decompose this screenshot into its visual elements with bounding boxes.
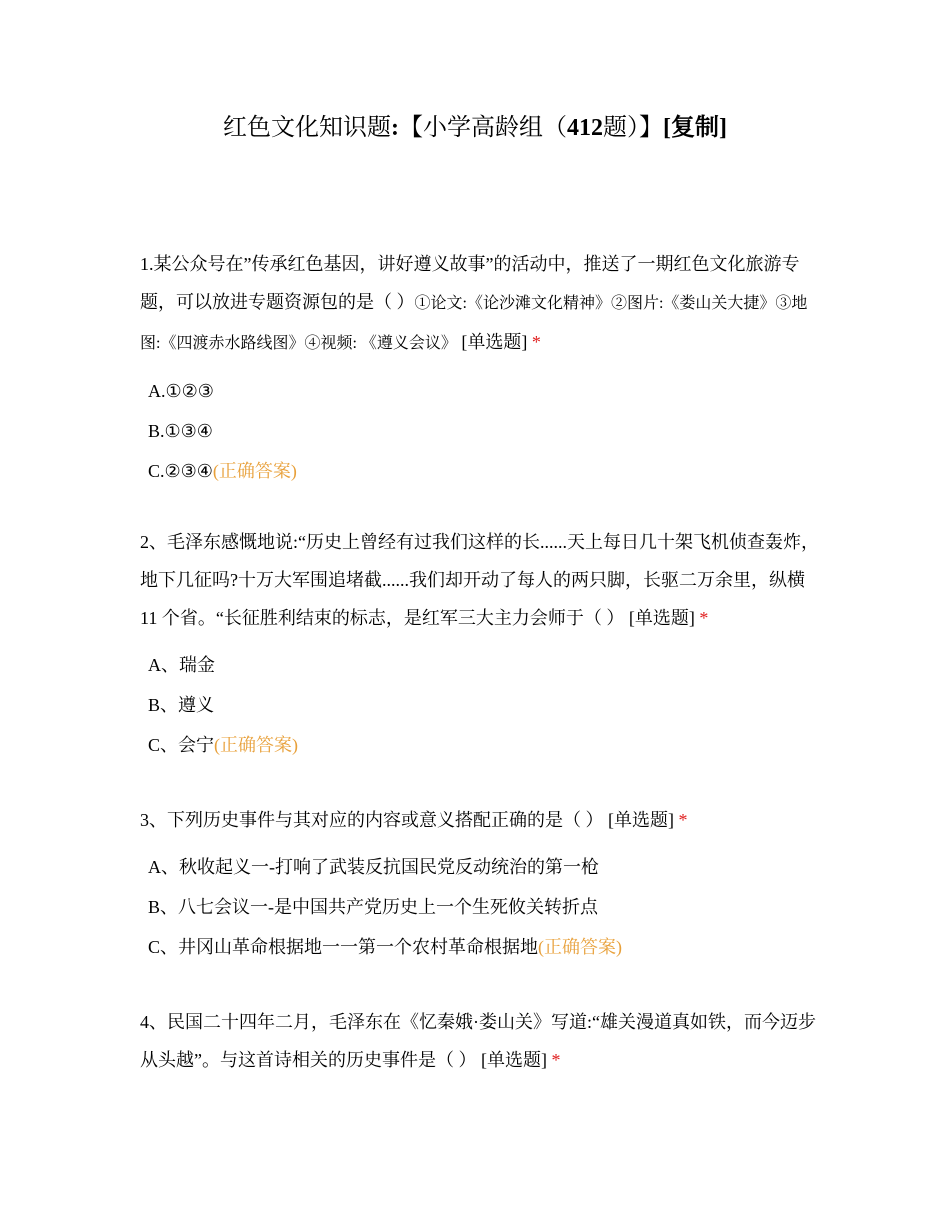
title-part2: 【小学高龄组（ <box>399 115 567 141</box>
question-text <box>140 801 820 839</box>
question-1 <box>140 245 820 491</box>
required-mark: * <box>699 608 709 628</box>
question-stem: 2、毛泽东感慨地说:“历史上曾经有过我们这样的长......天上每日几十架飞机侦查轰炸，地下几征吗?十万大军围追堵截......我们却开动了每人的两只脚，长驱二万余里，纵横 11 个省。“长征胜利结束的标志，是红军三大主力会师于（ ） <box>140 532 819 628</box>
question-text <box>140 523 820 637</box>
option-label: C、井冈山革命根据地一一第一个农村革命根据地 <box>148 937 539 957</box>
question-type-tag: [单选题] <box>481 1050 547 1070</box>
copy-link[interactable]: [复制] <box>663 115 727 141</box>
question-type-tag: [单选题] <box>461 332 528 352</box>
option-c[interactable] <box>148 927 820 967</box>
question-text <box>140 245 820 363</box>
option-a[interactable] <box>148 847 820 887</box>
title-count: 412 <box>567 115 603 141</box>
question-text <box>140 1003 820 1079</box>
required-mark: * <box>531 332 541 352</box>
option-label: A.①②③ <box>148 381 214 401</box>
question-stem: 1.某公众号在”传承红色基因，讲好遵义故事”的活动中，推送了一期红色文化旅游专题，可以放进专题资源包的是（ ） <box>140 254 800 312</box>
options-list <box>148 371 820 491</box>
correct-answer-mark: (正确答案) <box>214 735 299 755</box>
question-stem: 3、下列历史事件与其对应的内容或意义搭配正确的是（ ） <box>140 810 604 830</box>
option-label: C.②③④ <box>148 461 213 481</box>
title-colon: : <box>391 115 399 141</box>
option-label: B.①③④ <box>148 421 213 441</box>
question-2 <box>140 523 820 765</box>
option-b[interactable] <box>148 685 820 725</box>
required-mark: * <box>551 1050 561 1070</box>
options-list <box>148 645 820 765</box>
question-type-tag: [单选题] <box>628 608 695 628</box>
required-mark: * <box>678 810 688 830</box>
option-b[interactable] <box>148 887 820 927</box>
option-label: A、瑞金 <box>148 655 215 675</box>
option-c[interactable] <box>148 725 820 765</box>
option-label: B、遵义 <box>148 695 215 715</box>
option-c[interactable] <box>148 451 820 491</box>
title-part3: 题）】 <box>603 115 663 141</box>
question-3 <box>140 801 820 967</box>
option-label: A、秋收起义一-打响了武装反抗国民党反动统治的第一枪 <box>148 857 599 877</box>
correct-answer-mark: (正确答案) <box>212 461 297 481</box>
page-title <box>0 108 950 148</box>
options-list <box>148 847 820 967</box>
correct-answer-mark: (正确答案) <box>538 937 623 957</box>
option-a[interactable] <box>148 371 820 411</box>
option-a[interactable] <box>148 645 820 685</box>
question-4 <box>140 1003 820 1079</box>
question-stem-detail: ①论文:《论沙滩文化精神》②图片:《娄山关大捷》③地图:《四渡赤水路线图》④视频: 《遵义会议》 <box>140 295 808 352</box>
option-label: B、八七会议一-是中国共产党历史上一个生死攸关转折点 <box>148 897 598 917</box>
question-stem: 4、民国二十四年二月，毛泽东在《忆秦娥·娄山关》写道:“雄关漫道真如铁，而今迈步从头越”。与这首诗相关的历史事件是（ ） <box>140 1012 816 1070</box>
option-label: C、会宁 <box>148 735 215 755</box>
title-part1: 红色文化知识题 <box>223 115 391 141</box>
question-type-tag: [单选题] <box>608 810 674 830</box>
option-b[interactable] <box>148 411 820 451</box>
